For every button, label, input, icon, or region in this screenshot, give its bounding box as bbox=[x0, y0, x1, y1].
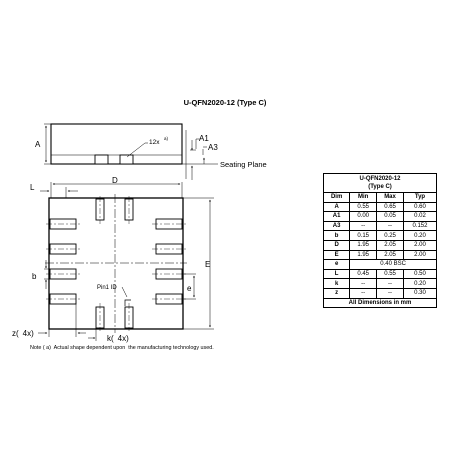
table-row bbox=[324, 221, 437, 231]
table-cell: 0.02 bbox=[403, 212, 436, 222]
col-header-min: Min bbox=[350, 193, 377, 203]
dim-k-label: k( 4x) bbox=[107, 334, 129, 343]
dim-z-label: z( 4x) bbox=[12, 329, 34, 338]
dimension-table bbox=[323, 173, 437, 308]
note-ref-sup: a) bbox=[164, 136, 169, 141]
table-cell: z bbox=[324, 288, 350, 298]
seating-plane-label: Seating Plane bbox=[220, 160, 267, 169]
table-cell: L bbox=[324, 269, 350, 279]
table-cell: 0.05 bbox=[377, 212, 404, 222]
col-header-dim: Dim bbox=[324, 193, 350, 203]
dim-a1-label: A1 bbox=[199, 134, 209, 143]
table-cell: 1.95 bbox=[350, 250, 377, 260]
table-row bbox=[324, 231, 437, 241]
bottom-view bbox=[12, 176, 214, 343]
dim-a-label: A bbox=[35, 140, 41, 149]
table-cell: 0.55 bbox=[350, 202, 377, 212]
table-row bbox=[324, 240, 437, 250]
table-cell: 2.00 bbox=[403, 240, 436, 250]
table-cell: 0.20 bbox=[403, 279, 436, 289]
table-row bbox=[324, 260, 437, 270]
table-cell: 0.15 bbox=[350, 231, 377, 241]
col-header-typ: Typ bbox=[403, 193, 436, 203]
dim-e-pitch-label: e bbox=[187, 284, 192, 293]
table-cell: 0.30 bbox=[403, 288, 436, 298]
bottom-body-outline bbox=[49, 198, 183, 329]
table-footer: All Dimensions in mm bbox=[324, 298, 437, 308]
table-cell: -- bbox=[377, 221, 404, 231]
table-cell: E bbox=[324, 250, 350, 260]
side-lead-right bbox=[120, 155, 133, 164]
table-cell: b bbox=[324, 231, 350, 241]
table-cell: -- bbox=[350, 221, 377, 231]
table-cell: 2.05 bbox=[377, 240, 404, 250]
dim-d-label: D bbox=[112, 176, 118, 185]
table-cell: k bbox=[324, 279, 350, 289]
table-cell: 0.20 bbox=[403, 231, 436, 241]
table-cell: 0.55 bbox=[377, 269, 404, 279]
table-cell: A1 bbox=[324, 212, 350, 222]
table-row bbox=[324, 269, 437, 279]
table-row bbox=[324, 202, 437, 212]
dim-a3-label: A3 bbox=[208, 143, 218, 152]
table-cell: A3 bbox=[324, 221, 350, 231]
side-body-outline bbox=[51, 124, 182, 164]
dim-e-label: E bbox=[205, 260, 211, 269]
package-title: U-QFN2020-12 (Type C) bbox=[183, 98, 267, 107]
table-cell: 0.60 bbox=[403, 202, 436, 212]
table-cell: 0.50 bbox=[403, 269, 436, 279]
note-ref-label: 12x bbox=[149, 139, 160, 146]
table-cell: -- bbox=[350, 288, 377, 298]
table-cell: -- bbox=[377, 288, 404, 298]
table-row bbox=[324, 279, 437, 289]
table-cell: 2.05 bbox=[377, 250, 404, 260]
table-heading: U-QFN2020-12 (Type C) bbox=[324, 174, 437, 193]
table-row bbox=[324, 250, 437, 260]
table-cell: e bbox=[324, 260, 350, 270]
table-cell: 0.152 bbox=[403, 221, 436, 231]
side-lead-left bbox=[95, 155, 108, 164]
table-cell: A bbox=[324, 202, 350, 212]
side-view bbox=[35, 124, 267, 180]
dim-b-label: b bbox=[32, 272, 37, 281]
table-cell: 0.40 BSC bbox=[350, 260, 437, 270]
table-cell: -- bbox=[350, 279, 377, 289]
table-row bbox=[324, 212, 437, 222]
table-cell: 2.00 bbox=[403, 250, 436, 260]
pin1-id-label: Pin1 ID bbox=[97, 285, 117, 291]
table-cell: 1.95 bbox=[350, 240, 377, 250]
col-header-max: Max bbox=[377, 193, 404, 203]
table-cell: 0.00 bbox=[350, 212, 377, 222]
table-cell: 0.45 bbox=[350, 269, 377, 279]
table-cell: -- bbox=[377, 279, 404, 289]
table-cell: 0.25 bbox=[377, 231, 404, 241]
table-cell: D bbox=[324, 240, 350, 250]
table-cell: 0.65 bbox=[377, 202, 404, 212]
dim-l-label: L bbox=[30, 183, 35, 192]
footnote: Note ( a) Actual shape dependent upon the manufacturing technology used. bbox=[30, 345, 214, 351]
table-row bbox=[324, 288, 437, 298]
